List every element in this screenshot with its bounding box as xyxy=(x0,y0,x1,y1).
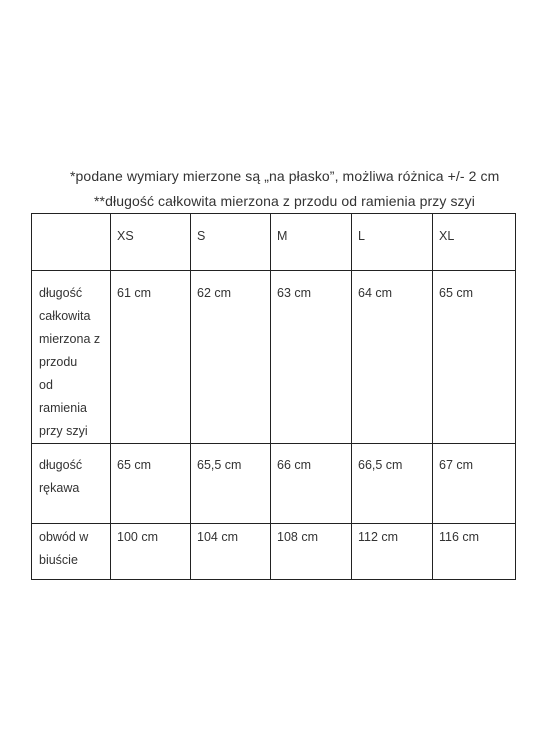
row-label-line: długość xyxy=(39,286,83,300)
cell-length-m: 63 cm xyxy=(271,271,352,444)
table-header-row xyxy=(32,214,516,271)
header-size-xl: XL xyxy=(433,214,516,271)
table-row xyxy=(32,524,516,580)
header-size-xs: XS xyxy=(111,214,191,271)
header-size-l: L xyxy=(352,214,433,271)
table-row xyxy=(32,444,516,524)
row-label-line: biuście xyxy=(39,553,78,567)
row-label-total-length xyxy=(32,271,111,444)
row-label-line: całkowita xyxy=(39,309,91,323)
size-chart-table xyxy=(31,213,516,580)
table-row xyxy=(32,271,516,444)
header-size-s: S xyxy=(191,214,271,271)
cell-sleeve-s: 65,5 cm xyxy=(191,444,271,524)
cell-sleeve-l: 66,5 cm xyxy=(352,444,433,524)
measurement-note: *podane wymiary mierzone są „na płasko”, możliwa różnica +/- 2 cm xyxy=(70,168,500,184)
cell-length-xs: 61 cm xyxy=(111,271,191,444)
row-label-sleeve-length xyxy=(32,444,111,524)
header-size-m: M xyxy=(271,214,352,271)
cell-sleeve-xs: 65 cm xyxy=(111,444,191,524)
cell-bust-l: 112 cm xyxy=(352,524,433,580)
row-label-line: obwód w xyxy=(39,530,89,544)
cell-bust-m: 108 cm xyxy=(271,524,352,580)
cell-length-l: 64 cm xyxy=(352,271,433,444)
length-definition-note: **długość całkowita mierzona z przodu od ramienia przy szyi xyxy=(94,193,475,209)
row-label-line: mierzona z xyxy=(39,332,101,346)
cell-sleeve-xl: 67 cm xyxy=(433,444,516,524)
row-label-bust-circumference xyxy=(32,524,111,580)
row-label-line: rękawa xyxy=(39,481,80,495)
cell-bust-xl: 116 cm xyxy=(433,524,516,580)
cell-length-xl: 65 cm xyxy=(433,271,516,444)
row-label-line: przodu xyxy=(39,355,78,369)
cell-bust-xs: 100 cm xyxy=(111,524,191,580)
row-label-line: od ramienia xyxy=(39,378,87,415)
cell-bust-s: 104 cm xyxy=(191,524,271,580)
cell-sleeve-m: 66 cm xyxy=(271,444,352,524)
row-label-line: długość xyxy=(39,458,83,472)
row-label-line: przy szyi xyxy=(39,424,88,438)
cell-length-s: 62 cm xyxy=(191,271,271,444)
header-corner-cell xyxy=(32,214,111,271)
